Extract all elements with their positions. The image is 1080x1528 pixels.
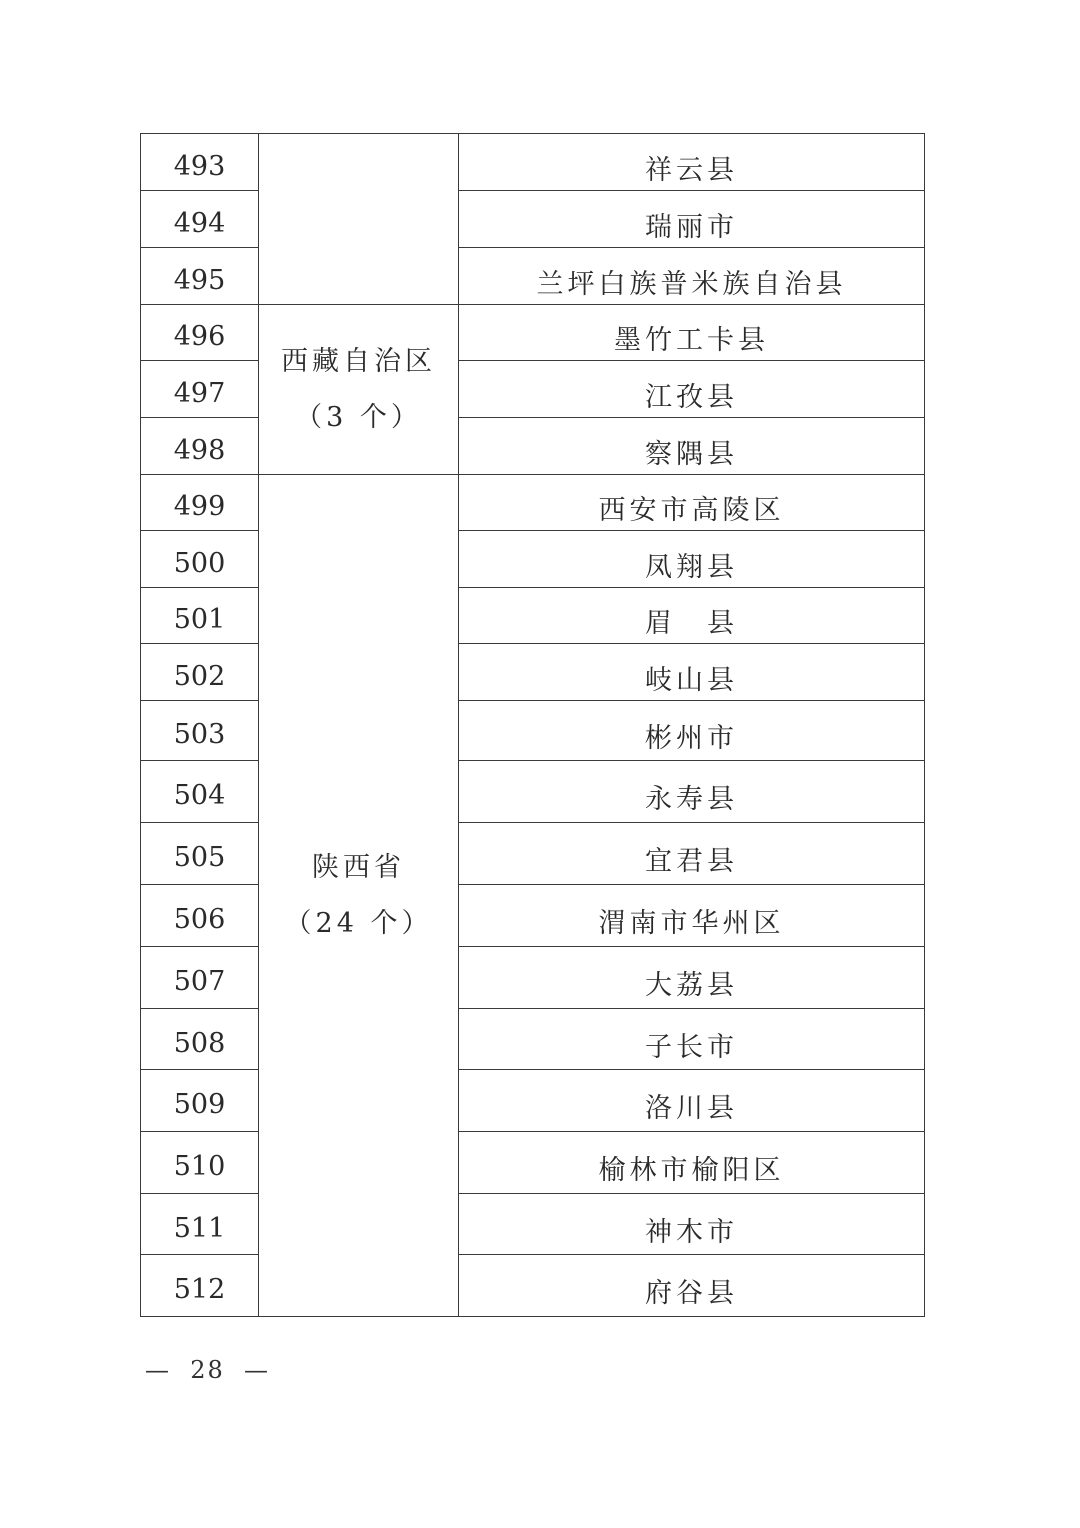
province-cell <box>259 305 459 475</box>
table-row <box>141 1132 925 1194</box>
table-row <box>141 823 925 885</box>
county-name: 凤翔县 <box>459 531 925 588</box>
table-row <box>141 701 925 761</box>
table-row <box>141 305 925 361</box>
row-number: 494 <box>141 191 259 248</box>
row-number: 512 <box>141 1255 259 1317</box>
county-name: 永寿县 <box>459 761 925 823</box>
county-name: 洛川县 <box>459 1070 925 1132</box>
county-table <box>140 133 925 1317</box>
table-row <box>141 191 925 248</box>
province-count: （24 个） <box>284 907 433 939</box>
table-row <box>141 947 925 1009</box>
row-number: 503 <box>141 701 259 761</box>
row-number: 508 <box>141 1009 259 1070</box>
row-number: 511 <box>141 1194 259 1255</box>
county-name: 神木市 <box>459 1194 925 1255</box>
table-row <box>141 1009 925 1070</box>
row-number: 509 <box>141 1070 259 1132</box>
county-name: 府谷县 <box>459 1255 925 1317</box>
table-row <box>141 134 925 191</box>
county-name: 瑞丽市 <box>459 191 925 248</box>
county-name: 岐山县 <box>459 644 925 701</box>
row-number: 501 <box>141 588 259 644</box>
province-cell <box>259 134 459 305</box>
county-name: 大荔县 <box>459 947 925 1009</box>
row-number: 502 <box>141 644 259 701</box>
table-row <box>141 588 925 644</box>
row-number: 504 <box>141 761 259 823</box>
table-row <box>141 475 925 531</box>
table-row <box>141 885 925 947</box>
table-row <box>141 418 925 475</box>
county-name: 眉 县 <box>459 588 925 644</box>
county-name: 墨竹工卡县 <box>459 305 925 361</box>
row-number: 506 <box>141 885 259 947</box>
province-name: 西藏自治区 <box>281 345 436 377</box>
province-name: 陕西省 <box>312 851 405 883</box>
county-name: 子长市 <box>459 1009 925 1070</box>
county-name: 江孜县 <box>459 361 925 418</box>
county-name: 兰坪白族普米族自治县 <box>459 248 925 305</box>
row-number: 497 <box>141 361 259 418</box>
row-number: 510 <box>141 1132 259 1194</box>
province-cell <box>259 475 459 1317</box>
table-row <box>141 361 925 418</box>
table-row <box>141 1194 925 1255</box>
table-row <box>141 644 925 701</box>
county-name: 宜君县 <box>459 823 925 885</box>
table-row <box>141 1070 925 1132</box>
row-number: 499 <box>141 475 259 531</box>
county-name: 渭南市华州区 <box>459 885 925 947</box>
table-row <box>141 761 925 823</box>
table-row <box>141 248 925 305</box>
county-name: 榆林市榆阳区 <box>459 1132 925 1194</box>
row-number: 498 <box>141 418 259 475</box>
row-number: 505 <box>141 823 259 885</box>
table-row <box>141 531 925 588</box>
county-name: 祥云县 <box>459 134 925 191</box>
row-number: 495 <box>141 248 259 305</box>
county-name: 察隅县 <box>459 418 925 475</box>
province-count: （3 个） <box>295 401 422 433</box>
table-row <box>141 1255 925 1317</box>
row-number: 500 <box>141 531 259 588</box>
row-number: 507 <box>141 947 259 1009</box>
page-number: — 28 — <box>145 1356 271 1384</box>
county-name: 西安市高陵区 <box>459 475 925 531</box>
row-number: 496 <box>141 305 259 361</box>
row-number: 493 <box>141 134 259 191</box>
county-name: 彬州市 <box>459 701 925 761</box>
